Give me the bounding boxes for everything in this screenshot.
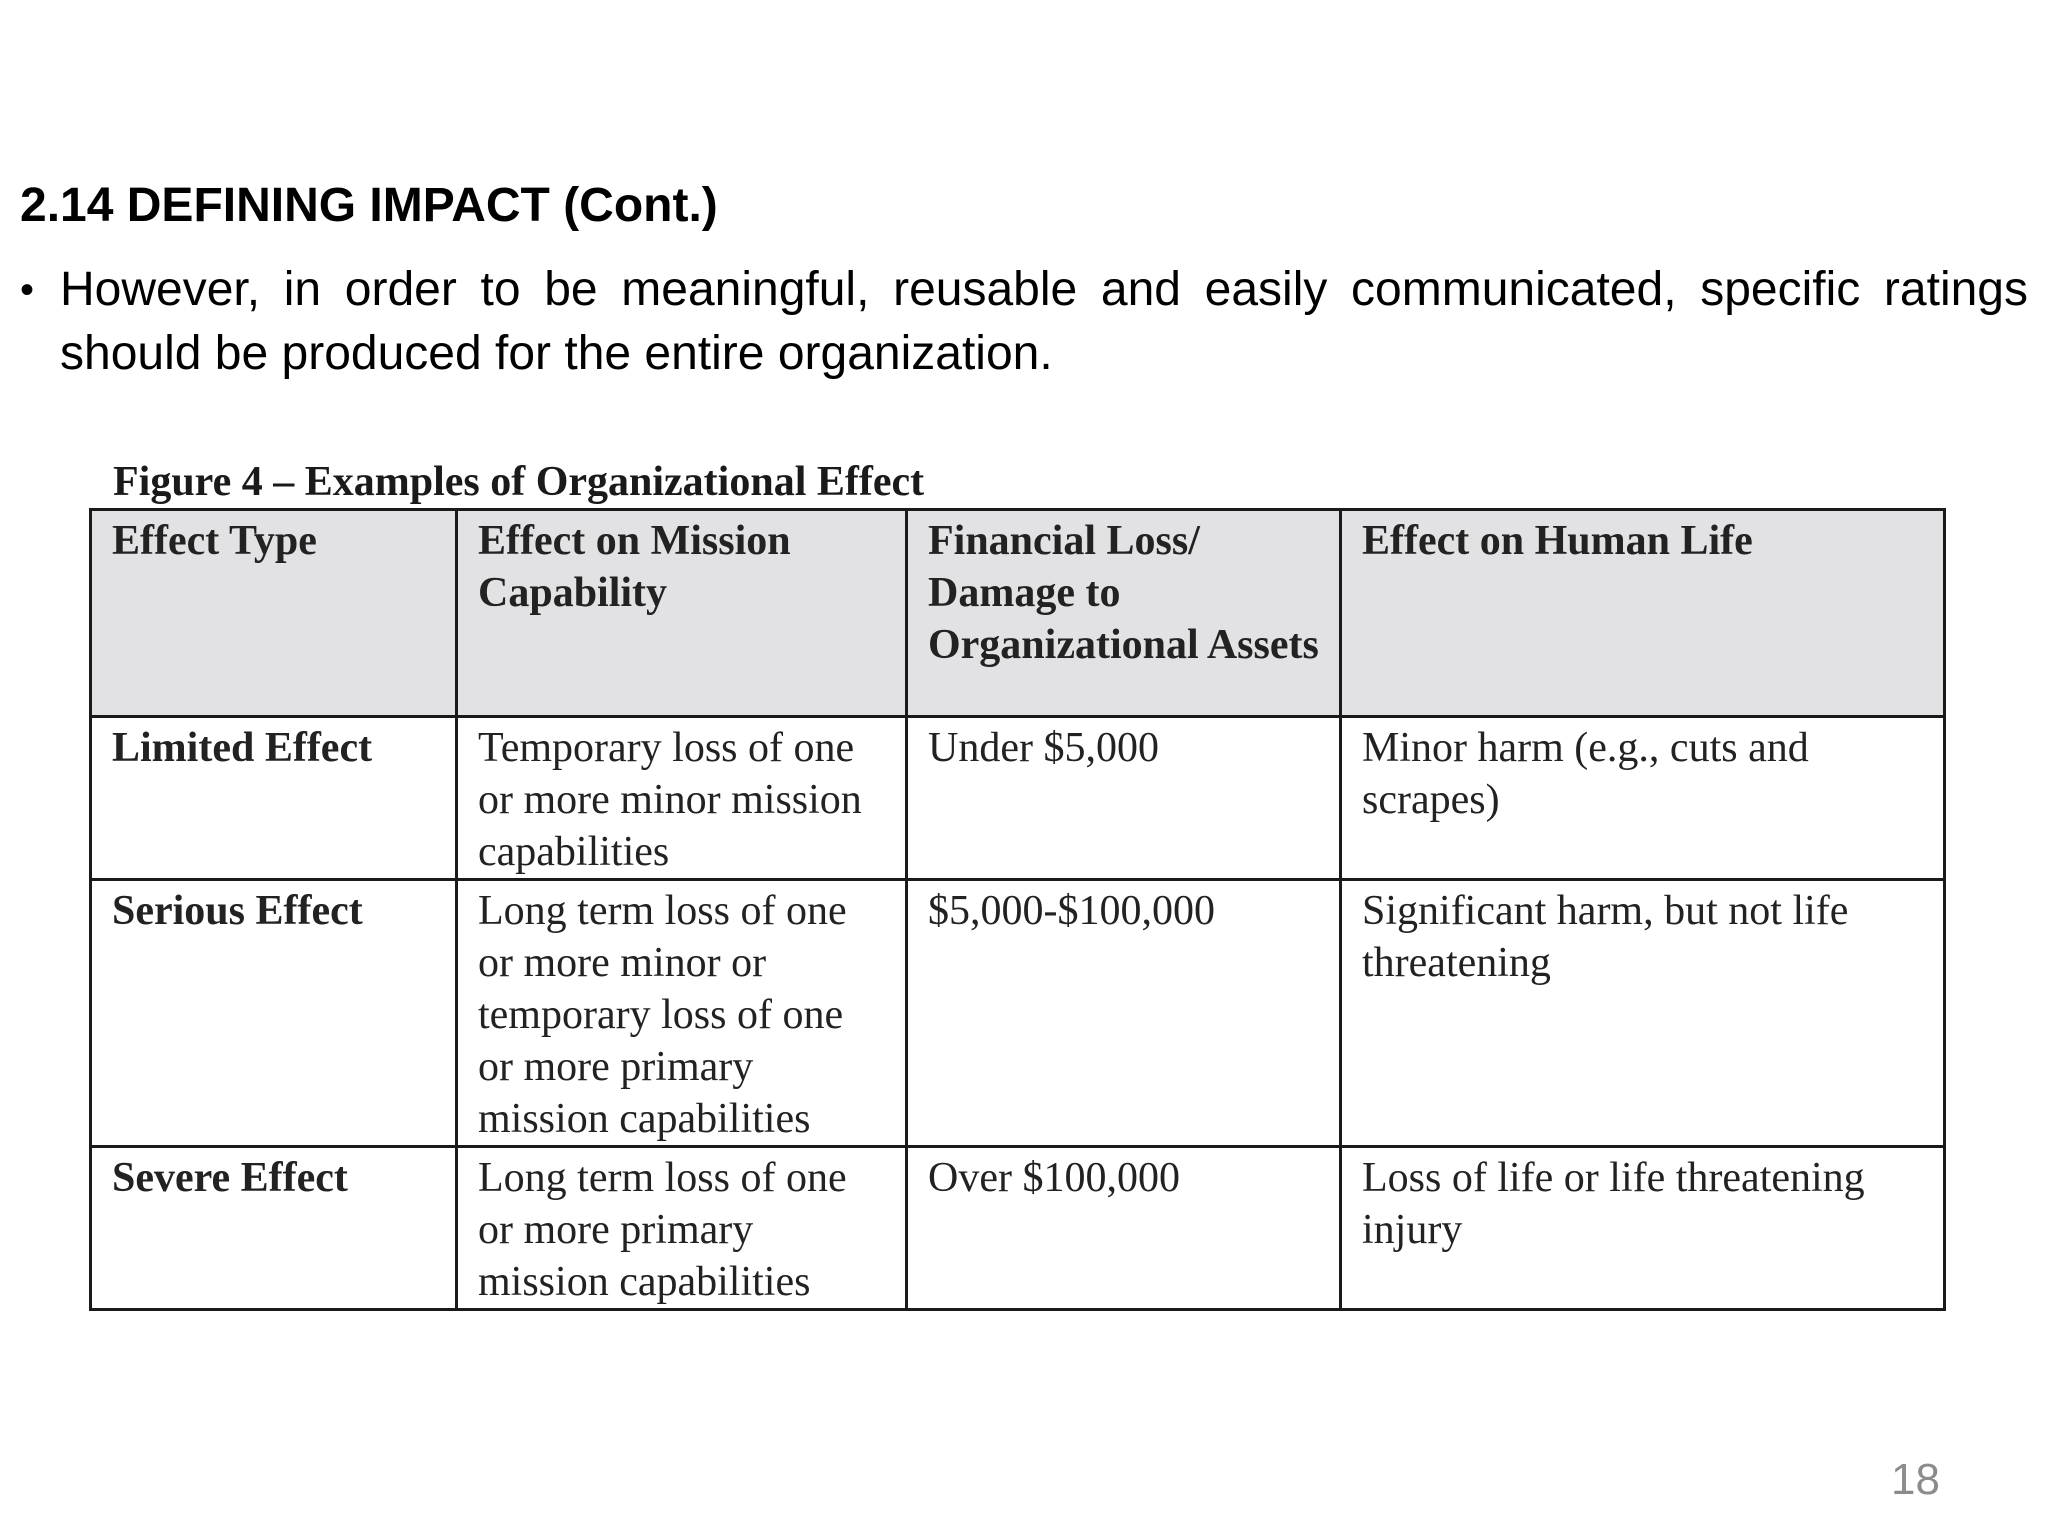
figure-caption: Figure 4 – Examples of Organizational Effect — [113, 459, 925, 505]
bullet-symbol: • — [20, 268, 35, 312]
header-mission-capability: Effect on Mission Capability — [457, 510, 907, 717]
header-human-life: Effect on Human Life — [1341, 510, 1945, 717]
cell-human-life: Loss of life or life threatening injury — [1341, 1147, 1945, 1310]
cell-human-life: Significant harm, but not life threatening — [1341, 880, 1945, 1147]
cell-financial-loss: $5,000-$100,000 — [907, 880, 1341, 1147]
bullet-text: However, in order to be meaningful, reusable and easily communicated, specific ratings should be produced for the entire organization. — [60, 263, 2028, 380]
figure — [89, 456, 1943, 1311]
cell-human-life: Minor harm (e.g., cuts and scrapes) — [1341, 717, 1945, 880]
slide-title: 2.14 DEFINING IMPACT (Cont.) — [20, 179, 718, 232]
cell-mission-capability: Long term loss of one or more primary mission capabilities — [457, 1147, 907, 1310]
table-row — [91, 1147, 1945, 1310]
cell-financial-loss: Under $5,000 — [907, 717, 1341, 880]
header-effect-type: Effect Type — [91, 510, 457, 717]
bullet-point — [20, 258, 2028, 386]
table-row — [91, 880, 1945, 1147]
cell-effect-type: Severe Effect — [91, 1147, 457, 1310]
cell-mission-capability: Long term loss of one or more minor or temporary loss of one or more primary mission capabilities — [457, 880, 907, 1147]
table-header-row — [91, 510, 1945, 717]
organizational-effect-table — [89, 508, 1946, 1311]
cell-mission-capability: Temporary loss of one or more minor mission capabilities — [457, 717, 907, 880]
cell-effect-type: Serious Effect — [91, 880, 457, 1147]
table-row — [91, 717, 1945, 880]
cell-financial-loss: Over $100,000 — [907, 1147, 1341, 1310]
cell-effect-type: Limited Effect — [91, 717, 457, 880]
page-number: 18 — [1891, 1455, 1940, 1504]
header-financial-loss: Financial Loss/ Damage to Organizational Assets — [907, 510, 1341, 717]
